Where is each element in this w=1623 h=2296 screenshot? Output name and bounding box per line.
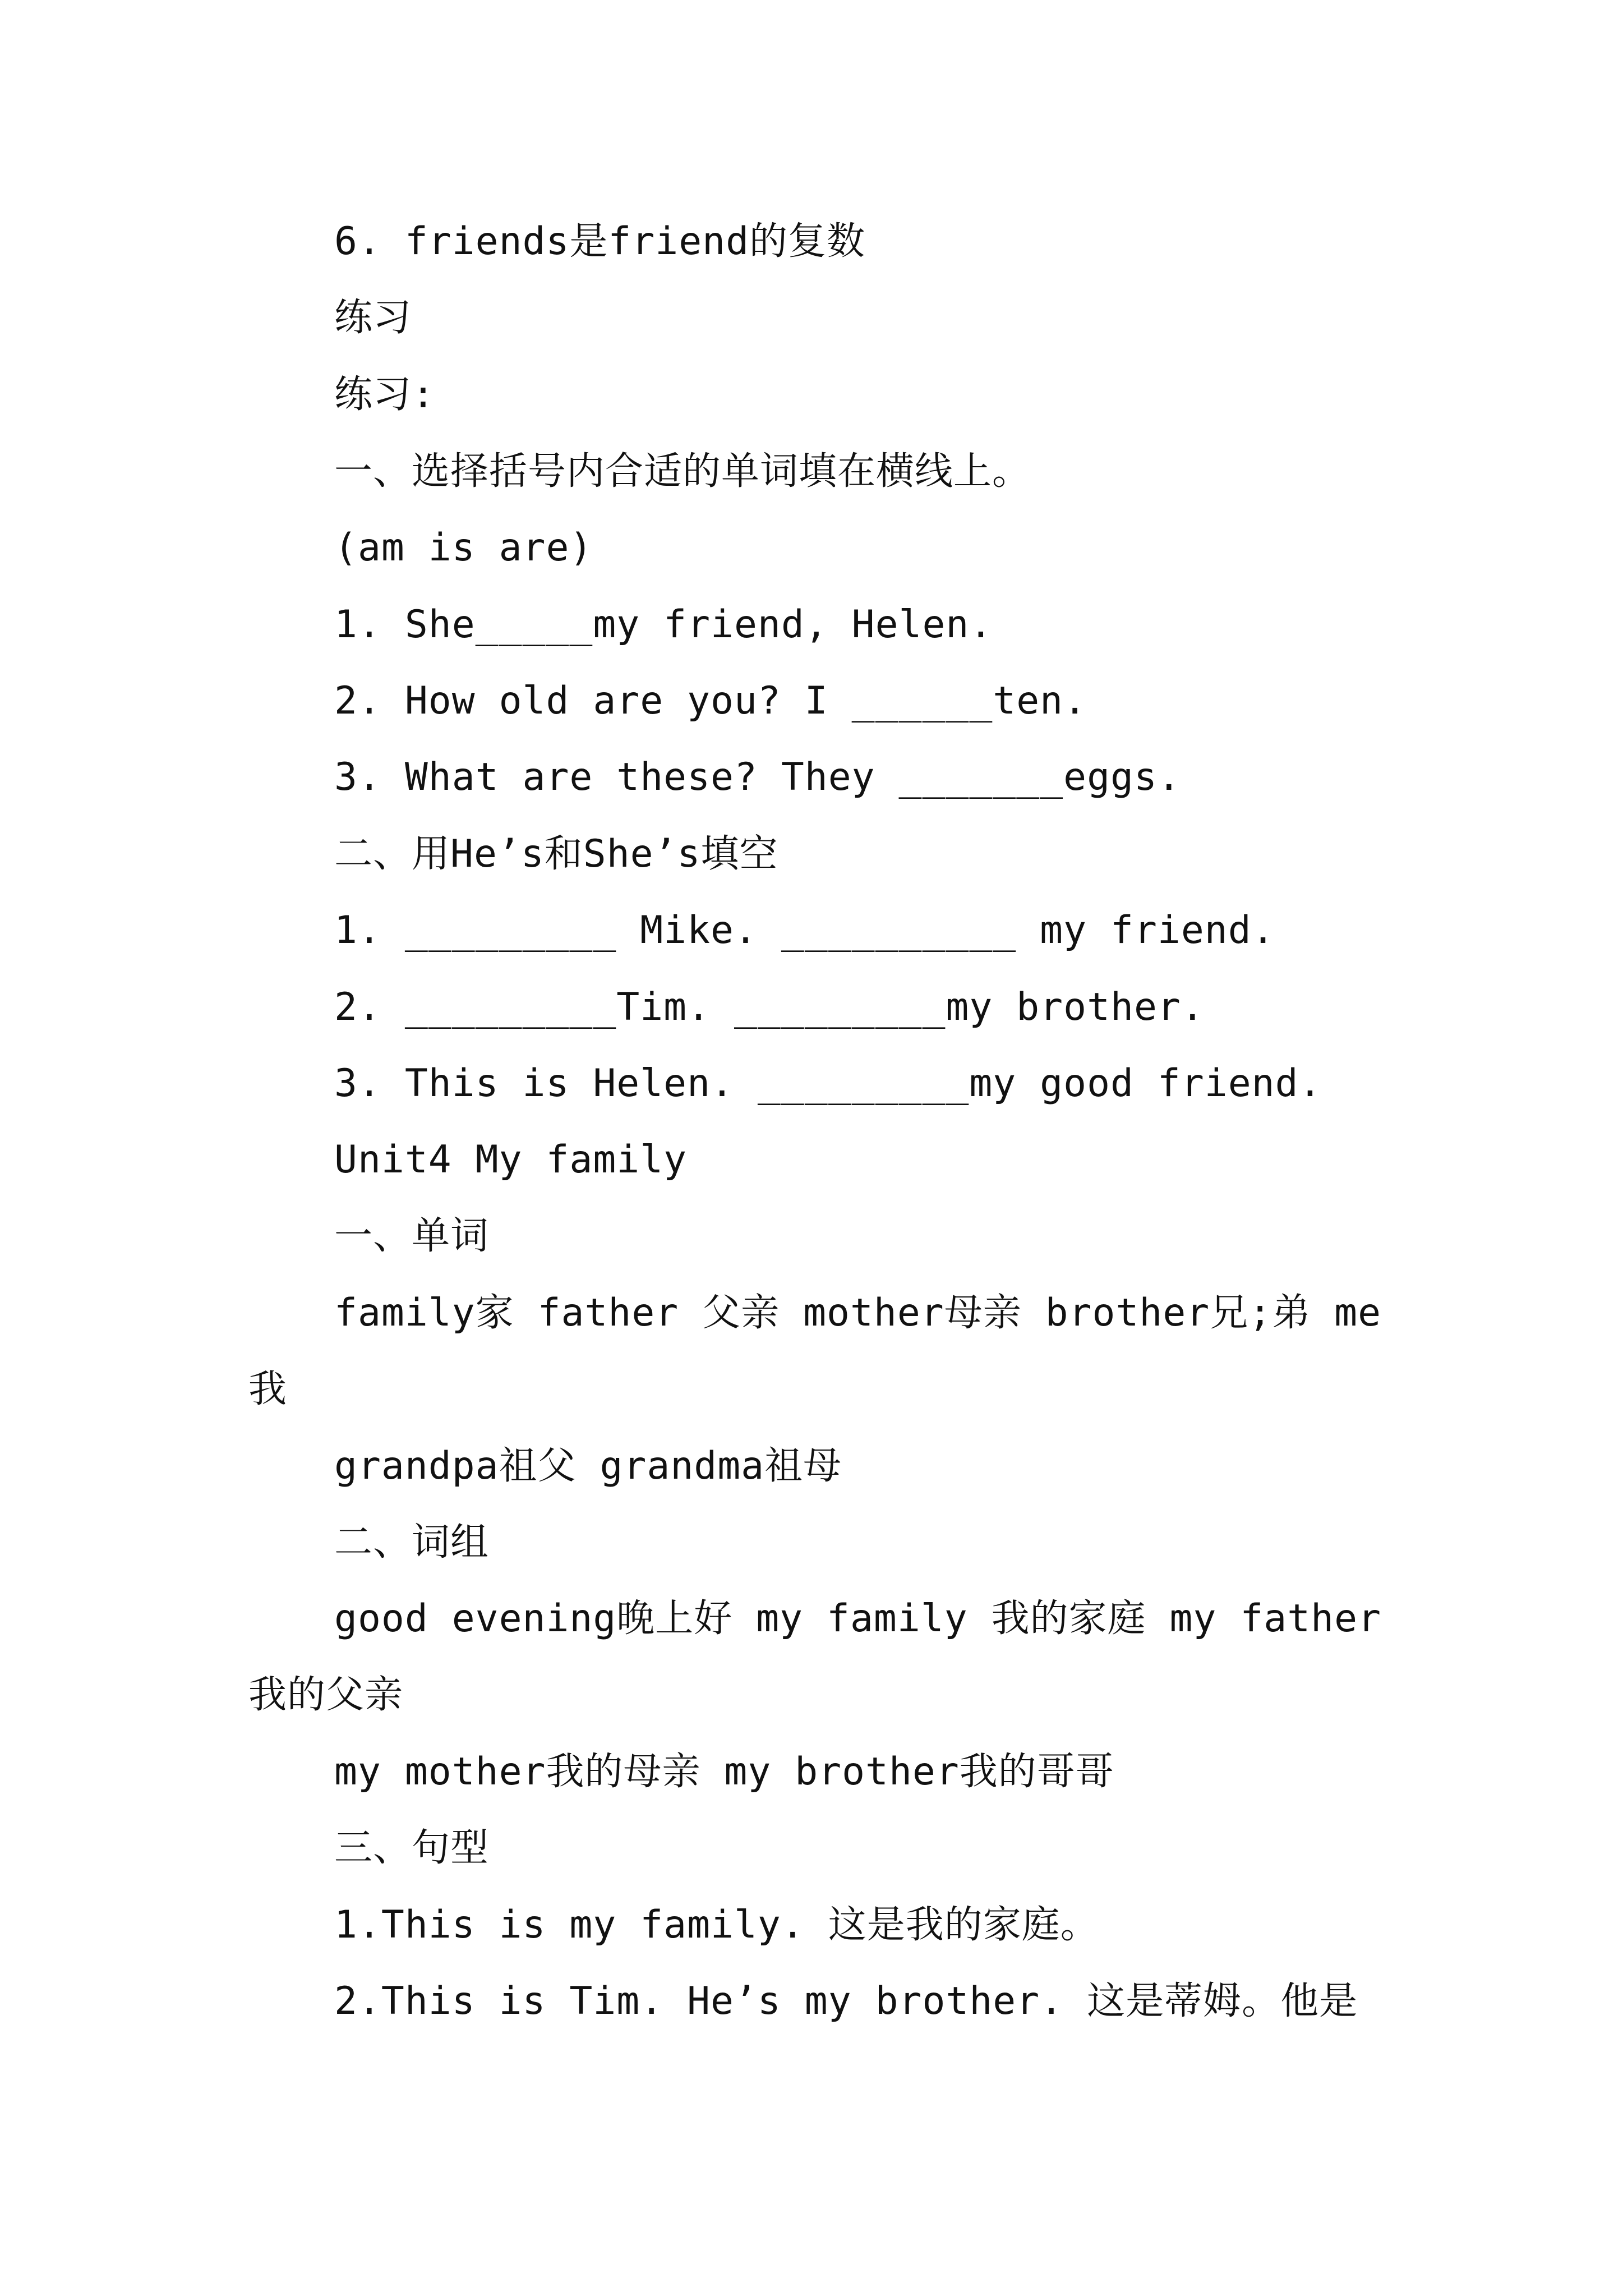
text-line: Unit4 My family — [334, 1138, 688, 1182]
text-line: 一、单词 — [334, 1214, 490, 1258]
text-line: 1.This is my family. 这是我的家庭。 — [334, 1903, 1099, 1947]
text-line: my mother我的母亲 my brother我的哥哥 — [334, 1750, 1114, 1794]
text-line: 6. friends是friend的复数 — [334, 219, 866, 264]
text-line: 2.This is Tim. He’s my brother. 这是蒂姆。他是 — [334, 1979, 1358, 2023]
text-line: 1. _________ Mike. __________ my friend. — [334, 908, 1275, 953]
text-line: good evening晚上好 my family 我的家庭 my father — [334, 1596, 1382, 1641]
text-line: grandpa祖父 grandma祖母 — [334, 1444, 842, 1488]
text-line: 3. What are these? They _______eggs. — [334, 755, 1181, 799]
text-line: 练习: — [334, 372, 435, 417]
text-line: 1. She_____my friend, Helen. — [334, 602, 993, 647]
text-line: 练习 — [334, 296, 412, 340]
text-line: 我的父亲 — [248, 1673, 404, 1717]
text-line: 2. _________Tim. _________my brother. — [334, 985, 1205, 1029]
text-line: 二、用He’s和She’s填空 — [334, 832, 778, 876]
text-line: 3. This is Helen. _________my good friend. — [334, 1061, 1322, 1106]
text-line: 2. How old are you? I ______ten. — [334, 679, 1087, 723]
text-line: 我 — [248, 1367, 288, 1411]
text-line: 一、选择括号内合适的单词填在横线上。 — [334, 449, 1031, 494]
text-line: family家 father 父亲 mother母亲 brother兄;弟 me — [334, 1291, 1382, 1335]
text-line: (am is are) — [334, 526, 593, 570]
text-line: 三、句型 — [334, 1826, 490, 1870]
text-line: 二、词组 — [334, 1520, 490, 1565]
